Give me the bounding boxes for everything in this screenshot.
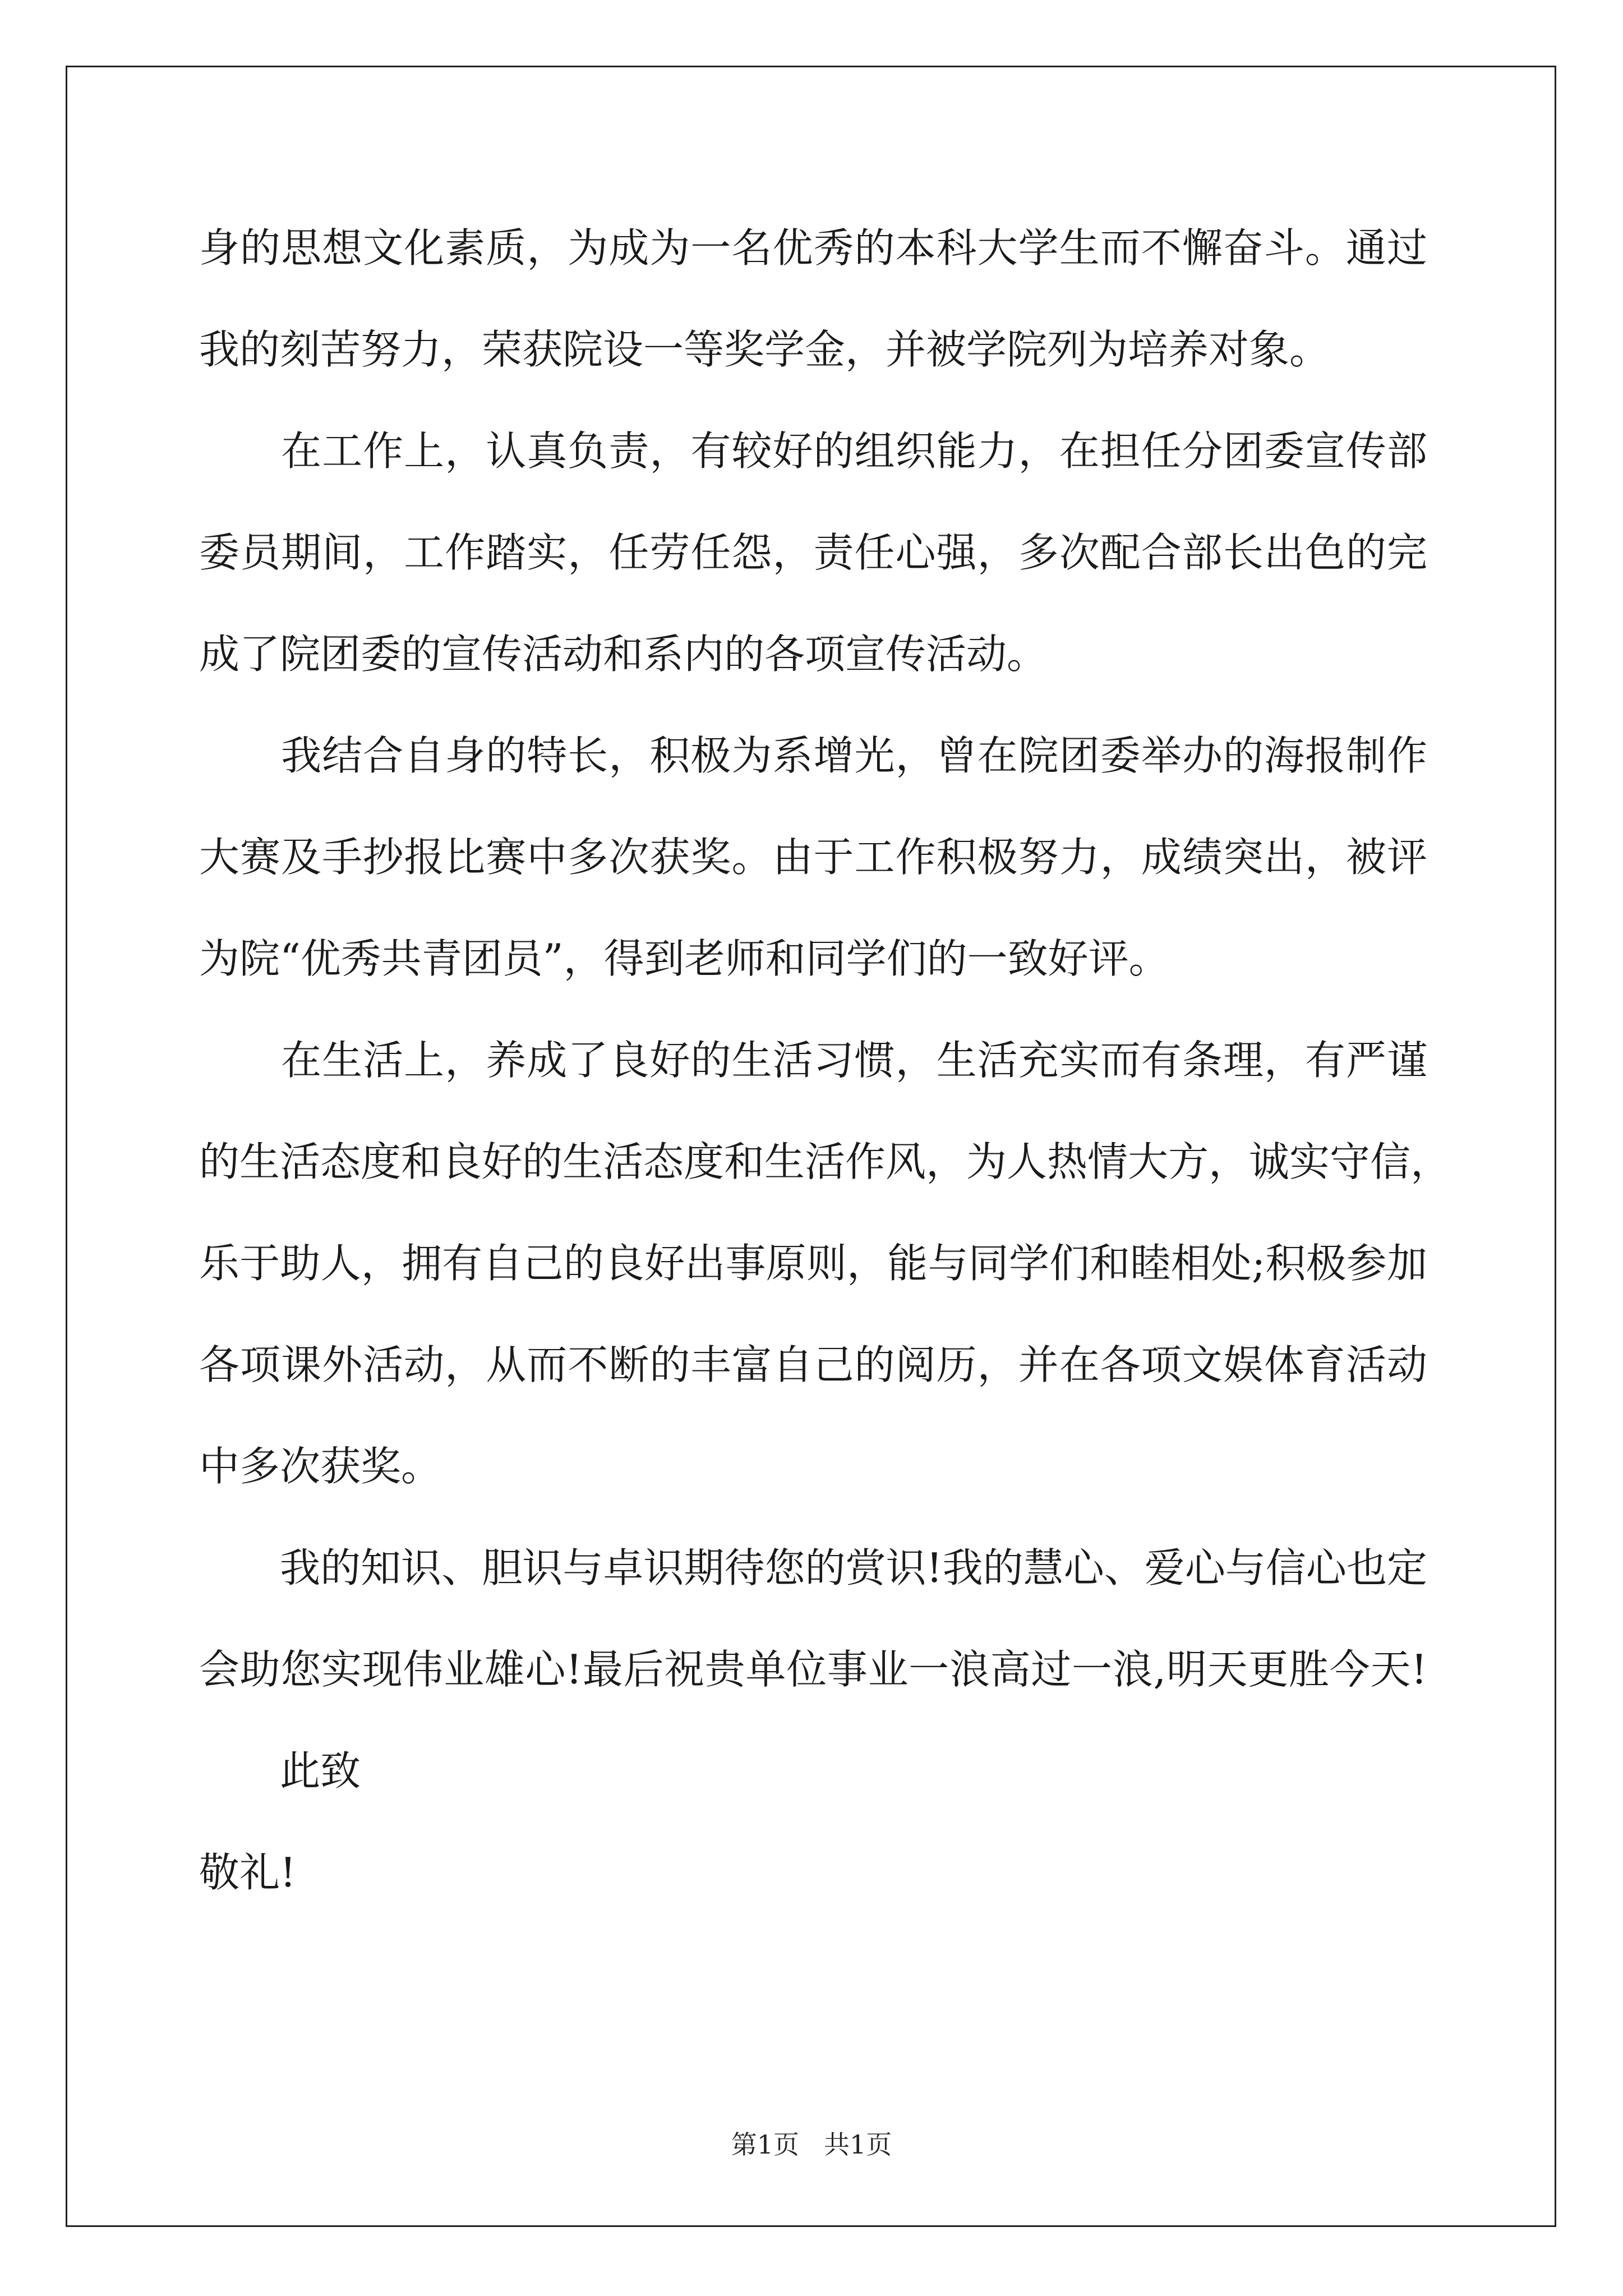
body-line-4: 委员期间，工作踏实，任劳任怨，责任心强，多次配合部长出色的完 — [199, 529, 1427, 576]
page-footer — [0, 2128, 1623, 2161]
body-line-15: 会助您实现伟业雄心!最后祝贵单位事业一浪高过一浪,明天更胜今天! — [199, 1646, 1427, 1693]
body-line-5: 成了院团委的宣传活动和系内的各项宣传活动。 — [199, 631, 1048, 678]
body-line-17: 敬礼! — [199, 1849, 296, 1896]
body-line-14: 我的知识、胆识与卓识期待您的赏识!我的慧心、爱心与信心也定 — [199, 1544, 1427, 1591]
page-total: 共1页 — [823, 2129, 892, 2160]
body-line-6: 我结合自身的特长，积极为系增光，曾在院团委举办的海报制作 — [199, 732, 1427, 779]
body-line-11: 乐于助人，拥有自己的良好出事原则，能与同学们和睦相处;积极参加 — [199, 1240, 1427, 1287]
page-number: 第1页 — [731, 2129, 800, 2160]
body-line-16: 此致 — [199, 1747, 361, 1795]
body-line-3: 在工作上，认真负责，有较好的组织能力，在担任分团委宣传部 — [199, 427, 1427, 475]
body-line-2: 我的刻苦努力，荣获院设一等奖学金，并被学院列为培养对象。 — [199, 326, 1330, 373]
body-line-7: 大赛及手抄报比赛中多次获奖。由于工作积极努力，成绩突出，被评 — [199, 834, 1427, 881]
body-line-9: 在生活上，养成了良好的生活习惯，生活充实而有条理，有严谨 — [199, 1037, 1427, 1084]
body-line-13: 中多次获奖。 — [199, 1443, 442, 1490]
body-line-1: 身的思想文化素质，为成为一名优秀的本科大学生而不懈奋斗。通过 — [199, 224, 1427, 272]
body-line-8: 为院“优秀共青团员”，得到老师和同学们的一致好评。 — [199, 935, 1169, 982]
body-line-12: 各项课外活动，从而不断的丰富自己的阅历，并在各项文娱体育活动 — [199, 1341, 1427, 1388]
body-line-10: 的生活态度和良好的生活态度和生活作风，为人热情大方，诚实守信， — [199, 1138, 1451, 1185]
